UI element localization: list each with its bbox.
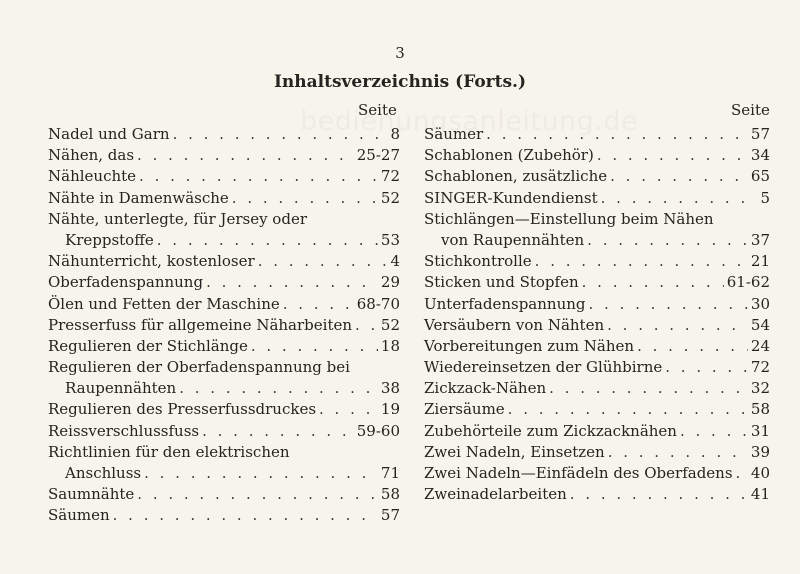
dot-leader [137, 145, 354, 166]
toc-entry [48, 124, 400, 145]
toc-entry-page: 8 [390, 125, 400, 143]
toc-entry-title: Regulieren des Presserfussdruckes [48, 400, 317, 419]
toc-entry-title: Wiedereinsetzen der Glühbirne [424, 358, 663, 377]
left-column-header: Seite [358, 101, 397, 119]
toc-entry-page: 39 [750, 442, 770, 461]
toc-entry-title: Nähunterricht, kostenloser [48, 252, 255, 271]
toc-entry-page: 58 [380, 485, 400, 504]
toc-entry-page: 54 [750, 315, 770, 334]
toc-entry [424, 336, 770, 357]
toc-entry-title: Zwei Nadeln—Einfädeln des Oberfadens [424, 464, 733, 482]
toc-entry-title: Sticken und Stopfen [424, 273, 579, 292]
toc-entry-title: Presserfuss für allgemeine Näharbeiten [48, 315, 353, 334]
dot-leader [508, 399, 748, 420]
dot-leader [202, 421, 354, 442]
dot-leader [608, 442, 748, 463]
toc-entry-continuation: von Raupennähten [441, 230, 585, 249]
toc-entry-title: Richtlinien für den elektrischen [48, 442, 290, 461]
toc-entry [48, 188, 400, 209]
dot-leader [486, 124, 748, 145]
toc-entry-title: SINGER-Kundendienst [424, 188, 598, 207]
toc-entry [424, 484, 770, 505]
toc-entry-continuation: Kreppstoffe [65, 230, 154, 249]
toc-entry [424, 357, 770, 378]
dot-leader [587, 230, 748, 251]
dot-leader [232, 188, 378, 209]
dot-leader [355, 315, 378, 336]
toc-entry [424, 124, 770, 145]
dot-leader [113, 505, 378, 526]
page-title: Inhaltsverzeichnis (Forts.) [273, 72, 527, 92]
toc-entry-title: Nähen, das [48, 146, 135, 165]
toc-entry-page: 59-60 [356, 421, 400, 440]
toc-entry-page: 30 [750, 294, 770, 313]
toc-entry [424, 188, 770, 209]
dot-leader [589, 294, 748, 315]
toc-entry-page: 57 [380, 506, 400, 525]
toc-entry [48, 166, 400, 187]
toc-entry [424, 442, 770, 463]
dot-leader [549, 378, 748, 399]
toc-entry-page: 21 [750, 252, 770, 271]
toc-entry-page: 25-27 [356, 146, 400, 165]
toc-entry-title: Oberfadenspannung [48, 273, 204, 292]
toc-entry-page: 52 [380, 188, 400, 207]
dot-leader [665, 357, 748, 378]
dot-leader [137, 484, 378, 505]
toc-entry [48, 336, 400, 357]
toc-entry-page: 29 [380, 273, 400, 292]
toc-entry [48, 484, 400, 505]
toc-entry-title: Zubehörteile zum Zickzacknähen [424, 421, 677, 440]
toc-entry-page: 71 [380, 464, 400, 482]
toc-entry [48, 209, 400, 251]
toc-entry-title: Saumnähte [48, 485, 135, 504]
toc-entry-title: Vorbereitungen zum Nähen [424, 336, 635, 355]
toc-entry-page: 68-70 [356, 294, 400, 313]
toc-entry-page: 53 [380, 230, 400, 249]
toc-entry [48, 294, 400, 315]
left-column [48, 124, 400, 527]
toc-entry-page: 5 [760, 188, 770, 207]
toc-entry-page: 72 [380, 167, 400, 186]
toc-entry-title: Schablonen, zusätzliche [424, 167, 608, 186]
dot-leader [157, 230, 378, 251]
toc-entry-page: 58 [750, 400, 770, 419]
right-column [424, 124, 770, 505]
toc-entry-page: 40 [750, 464, 770, 482]
toc-entry-page: 38 [380, 379, 400, 398]
page-number: 3 [395, 44, 405, 62]
toc-entry-page: 57 [750, 125, 770, 143]
dot-leader [597, 145, 748, 166]
dot-leader [206, 272, 378, 293]
toc-entry-title: Säumen [48, 506, 110, 525]
dot-leader [601, 188, 758, 209]
toc-entry-page: 41 [750, 485, 770, 504]
dot-leader [258, 251, 388, 272]
toc-entry [424, 421, 770, 442]
toc-entry-page: 61-62 [726, 273, 770, 292]
toc-entry-title: Versäubern von Nähten [424, 315, 605, 334]
toc-entry-title: Unterfadenspannung [424, 294, 586, 313]
dot-leader [251, 336, 378, 357]
toc-entry [424, 251, 770, 272]
toc-entry-page: 34 [750, 146, 770, 165]
toc-entry [424, 209, 770, 251]
dot-leader [319, 399, 378, 420]
toc-entry-page: 37 [750, 230, 770, 249]
right-column-header: Seite [731, 101, 770, 119]
toc-entry [48, 145, 400, 166]
dot-leader [144, 463, 378, 484]
dot-leader [283, 294, 354, 315]
toc-entry-title: Ölen und Fetten der Maschine [48, 294, 280, 313]
dot-leader [610, 166, 748, 187]
toc-entry-title: Ziersäume [424, 400, 505, 419]
toc-entry-page: 24 [750, 336, 770, 355]
toc-entry-title: Nähte, unterlegte, für Jersey oder [48, 209, 307, 228]
toc-entry [424, 378, 770, 399]
toc-entry [424, 399, 770, 420]
toc-entry [48, 315, 400, 336]
toc-entry [48, 399, 400, 420]
toc-entry [48, 357, 400, 399]
toc-entry-title: Nähleuchte [48, 167, 137, 186]
toc-entry-title: Stichkontrolle [424, 252, 532, 271]
toc-entry [48, 272, 400, 293]
toc-entry [424, 315, 770, 336]
toc-entry [424, 463, 770, 484]
toc-entry-title: Zwei Nadeln, Einsetzen [424, 442, 605, 461]
dot-leader [570, 484, 748, 505]
dot-leader [637, 336, 748, 357]
toc-entry [424, 294, 770, 315]
dot-leader [582, 272, 724, 293]
toc-entry-title: Reissverschlussfuss [48, 421, 200, 440]
toc-entry [424, 272, 770, 293]
toc-entry [48, 251, 400, 272]
toc-entry-title: Stichlängen—Einstellung beim Nähen [424, 209, 714, 228]
toc-entry-continuation: Anschluss [65, 464, 142, 482]
toc-entry-title: Regulieren der Oberfadenspannung bei [48, 358, 350, 377]
toc-entry-title: Nähte in Damenwäsche [48, 188, 229, 207]
toc-entry-page: 65 [750, 167, 770, 186]
toc-entry-page: 32 [750, 379, 770, 398]
dot-leader [139, 166, 378, 187]
toc-entry-page: 18 [380, 336, 400, 355]
toc-entry-page: 52 [380, 315, 400, 334]
toc-entry [424, 166, 770, 187]
dot-leader [535, 251, 748, 272]
toc-entry-title: Schablonen (Zubehör) [424, 146, 594, 165]
toc-entry-title: Zweinadelarbeiten [424, 485, 567, 504]
dot-leader [179, 378, 378, 399]
toc-entry-title: Zickzack-Nähen [424, 379, 547, 398]
dot-leader [173, 124, 388, 145]
toc-entry-title: Säumer [424, 125, 484, 143]
toc-entry [48, 442, 400, 484]
dot-leader [680, 421, 748, 442]
toc-entry-page: 19 [380, 400, 400, 419]
toc-entry [48, 421, 400, 442]
toc-entry-title: Regulieren der Stichlänge [48, 336, 248, 355]
toc-entry-continuation: Raupennähten [65, 379, 177, 398]
dot-leader [607, 315, 748, 336]
toc-entry [48, 505, 400, 526]
toc-entry-page: 4 [390, 252, 400, 271]
toc-entry-title: Nadel und Garn [48, 125, 170, 143]
toc-entry-page: 72 [750, 358, 770, 377]
toc-entry-page: 31 [750, 421, 770, 440]
dot-leader [736, 463, 748, 484]
toc-entry [424, 145, 770, 166]
